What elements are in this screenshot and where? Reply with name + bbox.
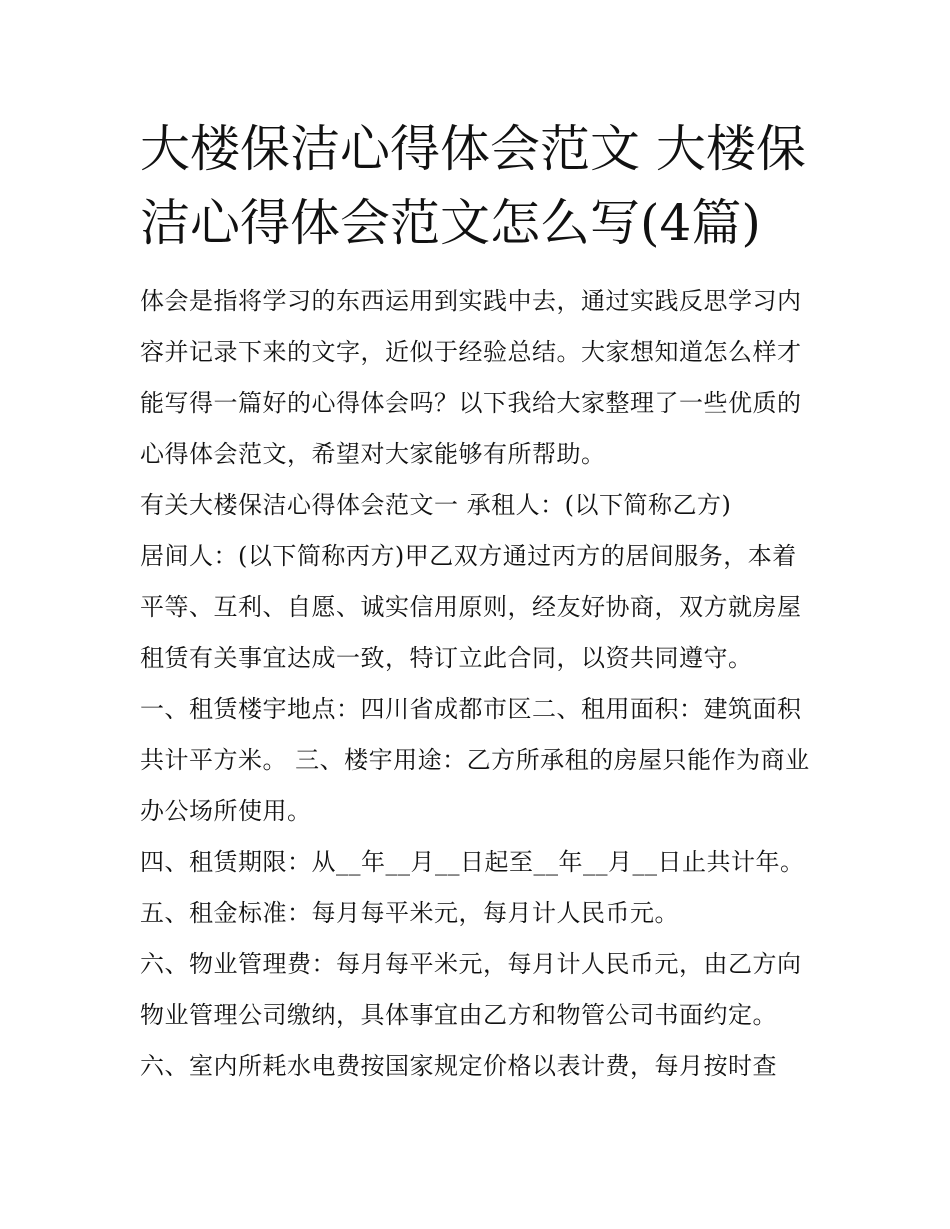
paragraph-intro: 体会是指将学习的东西运用到实践中去，通过实践反思学习内容并记录下来的文字，近似于经验总结。大家想知道怎么样才能写得一篇好的心得体会吗？以下我给大家整理了一些优质的心得体会范文，希望对大家能够有所帮助。 xyxy=(140,287,802,468)
paragraph-clause-utilities: 六、室内所耗水电费按国家规定价格以表计费，每月按时查 xyxy=(140,1052,777,1080)
paragraph-intermediary: 居间人：(以下简称丙方)甲乙双方通过丙方的居间服务，本着平等、互利、自愿、诚实信用原则，经友好协商，双方就房屋租赁有关事宜达成一致，特订立此合同，以资共同遵守。 xyxy=(140,542,802,672)
paragraph-lessee: 有关大楼保洁心得体会范文一 承租人：(以下简称乙方) xyxy=(140,491,732,519)
paragraph-clause-management-fee: 六、物业管理费：每月每平米元，每月计人民币元，由乙方向物业管理公司缴纳，具体事宜由乙方和物管公司书面约定。 xyxy=(140,950,802,1029)
paragraph-clause-term: 四、租赁期限：从__年__月__日起至__年__月__日止共计年。 xyxy=(140,848,805,876)
document-title: 大楼保洁心得体会范文 大楼保洁心得体会范文怎么写(4篇) xyxy=(140,120,806,252)
document-page xyxy=(140,112,820,1092)
paragraph-clause-location: 一、租赁楼宇地点：四川省成都市区二、租用面积：建筑面积共计平方米。 三、楼宇用途：乙方所承租的房屋只能作为商业办公场所使用。 xyxy=(140,695,810,825)
paragraph-clause-rent: 五、租金标准：每月每平米元，每月计人民币元。 xyxy=(140,899,679,927)
